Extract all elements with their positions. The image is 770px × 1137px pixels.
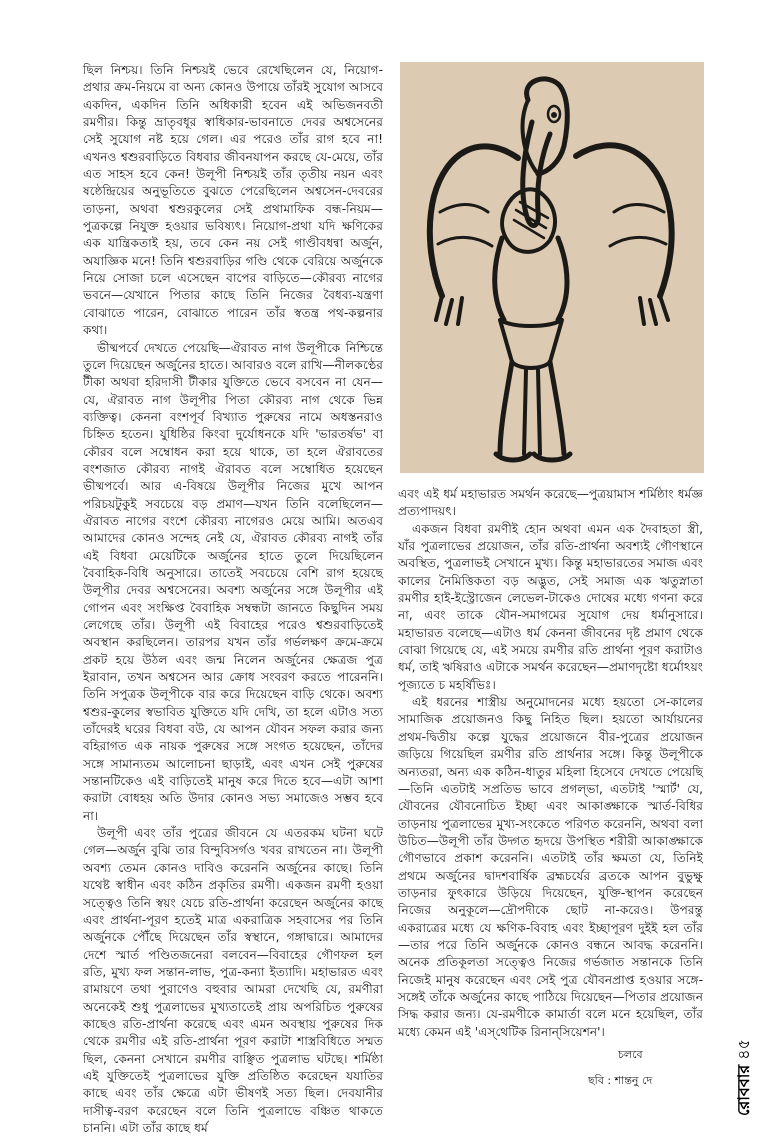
right-article-column [398,486,703,1041]
article-paragraph: উলূপী এবং তাঁর পুত্রের জীবনে যে এতরকম ঘটনা ঘটে গেল—অর্জুন বুঝি তার বিন্দুবিসর্গও খবর রাখতেন না। উলূপী অবশ্য তেমন কোনও দাবিও করেননি অর্জুনের কাছে। তিনি যথেষ্ট স্বাধীন এবং কঠিন প্রকৃতির রমণী। একজন রমণী হওয়া সত্ত্বেও তিনি স্বয়ং যেচে রতি-প্রার্থনা করেছেন অর্জুনের কাছে এবং প্রার্থনা-পূরণ হতেই মাত্র একরাত্রিক সহবাসের পর তিনি অর্জুনকে পৌঁছে দিয়েছেন তাঁর স্বস্থানে, গঙ্গাদ্বারে। আমাদের দেশে স্মার্ত পণ্ডিতজনেরা বলবেন—বিবাহের গৌণফল হল রতি, মুখ্য ফল সন্তান-লাভ, পুত্র-কন্যা ইত্যাদি। মহাভারত এবং রামায়ণে তথা পুরাণেও বহুবার আমরা দেখেছি যে, রমণীরা অনেকেই শুধু পুত্রলাভের মুখ্যতাতেই প্রায় অপরিচিত পুরুষের কাছেও রতি-প্রার্থনা করেছে এবং এমন অবস্থায় পুরুষের দিক থেকে রমণীর এই রতি-প্রার্থনা পূরণ করাটা শাস্ত্রবিধিতে সম্মত ছিল, কেননা সেখানে রমণীর বাঞ্ছিত পুত্রলাভ ঘটছে। শর্মিষ্ঠা এই যুক্তিতেই পুত্রলাভের যুক্তি প্রতিষ্ঠিত করেছেন যযাতির কাছে এবং তাঁর ক্ষেত্রে এটা ভীষণই সত্য ছিল। দেবযানীর দাসীত্ব-বরণ করেছেন বলে তিনি পুত্রলাভে বঞ্চিত থাকতে চাননি। এটা তাঁর কাছে ধর্ম [83,826,383,1135]
magazine-brand: রোববার [734,1064,753,1116]
folio-text [727,1030,761,1116]
article-paragraph: এবং এই ধর্ম মহাভারত সমর্থন করেছে—পুত্রয়ামাস শর্মিষ্ঠাং ধর্মজ্ঞ প্রত্যপাদয়ৎ। [398,487,703,519]
page-number: ৪৫ [734,1038,753,1060]
article-paragraph: একজন বিধবা রমণীই হোন অথবা এমন এক দৈবাহতা স্ত্রী, যাঁর পুত্রলাভের প্রয়োজন, তাঁর রতি-প্রার্থনা অবশ্যই গৌণস্থানে অবস্থিত, পুত্রলাভই সেখানে মুখ্য। কিন্তু মহাভারতের সমাজ এবং কালের নৈমিত্তিকতা বড় অদ্ভুত, সেই সমাজ এক ঋতুস্নাতা রমণীর হাই-ইস্ট্রোজেন লেভেল-টাকেও দোষের মধ্যে গণনা করে না, এবং তাকে যৌন-সমাগমের সুযোগ দেয় ধর্মানুসারে। মহাভারত বলেছে—এটাও ধর্ম কেননা জীবনের দৃষ্ট প্রমাণ থেকে বোঝা গিয়েছে যে, এই সময়ে রমণীর রতি প্রার্থনা পূরণ করাটাও ধর্ম, তাই ঋষিরাও এটাকে সমর্থন করেছেন—প্রমাণদৃষ্টো ধর্মোঽয়ং পূজ্যতে চ মহর্ষিভিঃ। [398,521,703,692]
magazine-folio [727,1030,761,1116]
illustration-credit: ছবি : শান্তনু দে [588,1074,653,1087]
illustration-winged-bird-figure [400,62,704,473]
continued-note: চলবে [618,1048,643,1061]
article-paragraph: ছিল নিশ্চয়। তিনি নিশ্চয়ই ভেবে রেখেছিলেন যে, নিয়োগ-প্রথার ক্রম-নিয়মে বা অন্য কোনও উপায়ে তাঁরই সুযোগ আসবে একদিন, একদিন তিনি অধিকারী হবেন এই অভিজনবতী রমণীর। কিন্তু ভ্রাতৃবধূর স্বাধিকার-ভাবনাতে দেবর অশ্বসেনের সেই সুযোগ নষ্ট হয়ে গেল। এর পরেও তাঁর রাগ হবে না! এখনও শ্বশুরবাড়িতে বিধবার জীবনযাপন করছে যে-মেয়ে, তাঁর এত সাহস হবে কেন! উলূপী নিশ্চয়ই তাঁর তৃতীয় নয়ন এবং ষষ্ঠেন্দ্রিয়ের অনুভূতিতে বুঝতে পেরেছিলেন অশ্বসেন-দেবরের তাড়না, অথবা শ্বশুরকুলের সেই প্রথামাফিক বন্ধ-নিয়ম—পুত্রকল্পে নিযুক্ত হওয়ার ভবিষ্যৎ। নিয়োগ-প্রথা যদি ক্ষণিকের এক যান্ত্রিকতাই হয়, তবে কেন নয় সেই গাণ্ডীবধন্বা অর্জুন, অযাজ্ঞিক মনে! তিনি শ্বশুরবাড়ির গণ্ডি থেকে বেরিয়ে অর্জুনকে নিয়ে সোজা চলে এসেছেন বাপের বাড়িতে—কৌরব্য নাগের ভবনে—যেখানে পিতার কাছে তিনি নিজের বৈধব্য-যন্ত্রণা বোঝাতে পারেন, বোঝাতে পারেন তাঁর স্বতন্ত্র পথ-কল্পনার কথা। [83,63,383,338]
article-paragraph: এই ধরনের শাস্ত্রীয় অনুমোদনের মধ্যে হয়তো সে-কালের সামাজিক প্রয়োজনও কিছু নিহিত ছিল। হয়তো আর্যায়নের প্রথম-দ্বিতীয় কল্পে যুদ্ধের প্রয়োজনে বীর-পুত্রের প্রয়োজন জড়িয়ে গিয়েছিল রমণীর রতি প্রার্থনার সঙ্গে। কিন্তু উলূপীকে অন্যতরা, অন্য এক কঠিন-ধাতুর মহিলা হিসেবে দেখতে পেয়েছি—তিনি এতটাই সপ্রতিভ ভাবে প্রগল্‌ভা, এতটাই 'স্মার্ট' যে, যৌবনের যৌবনোচিত ইচ্ছা এবং আকাঙ্ক্ষাকে স্মার্ত-বিধির তাড়নায় পুত্রলাভের মুখ্য-সংকেতে পরিণত করেননি, অথবা বলা উচিত—উলূপী তাঁর উদ্গত হৃদয়ে উপস্থিত শরীরী আকাঙ্ক্ষাকে গৌণভাবে প্রকাশ করেননি। এতটাই তাঁর ক্ষমতা যে, তিনিই প্রথমে অর্জুনের দ্বাদশবার্ষিক ব্রহ্মচর্যের ব্রতকে আপন বুভুক্ষু তাড়নার ফুৎকারে উড়িয়ে দিয়েছেন, যুক্তি-স্থাপন করেছেন নিজের অনুকূলে—দ্রৌপদীকে ছোট না-করেও। উপরন্তু একরাত্রের মধ্যে যে ক্ষণিক-বিবাহ এবং ইচ্ছাপূরণ দুইই হল তাঁর—তার পরে তিনি অর্জুনকে কোনও বন্ধনে আবদ্ধ করেননি। অনেক প্রতিকূলতা সত্ত্বেও নিজের গর্ভজাত সন্তানকে তিনি নিজেই মানুষ করেছেন এবং সেই পুত্র যৌবনপ্রাপ্ত হওয়ার সঙ্গে-সঙ্গেই তাঁকে অর্জুনের কাছে পাঠিয়ে দিয়েছেন—পিতার প্রয়োজন সিদ্ধ করার জন্য। যে-রমণীকে কামার্তা বলে মনে হয়েছিল, তাঁর মধ্যে কেমন এই 'এস্‌থেটিক রিনান্‌সিয়েশন'। [398,695,703,1039]
ink-drawing [400,62,704,473]
article-paragraph: ভীষ্মপর্বে দেখতে পেয়েছি—ঐরাবত নাগ উলূপীকে নিশ্চিন্তে তুলে দিয়েছেন অর্জুনের হাতে। আবারও বলে রাখি—নীলকণ্ঠের টীকা অথবা হরিদাসী টীকার যুক্তিতে ভেবে বসবেন না যেন—যে, ঐরাবত নাগ উলূপীর পিতা কৌরব্য নাগ থেকে ভিন্ন ব্যক্তিত্ব। কেননা বংশপূর্ব বিখ্যাত পুরুষের নামে অধস্তনরাও চিহ্নিত হতেন। যুধিষ্ঠির কিংবা দুর্যোধনকে যদি 'ভারতর্ষভ' বা কৌরব বলে সম্বোধন করা হয়ে থাকে, তা হলে ঐরাবতের বংশজাত কৌরব্য নাগই ঐরাবত বলে সম্বোধিত হয়েছেন ভীষ্মপর্বে। আর এ-বিষয়ে উলূপীর নিজের মুখে আপন পরিচয়টুকুই সবচেয়ে বড় প্রমাণ—যখন তিনি বলেছিলেন—ঐরাবত নাগের বংশে কৌরব্য নাগেরও মেয়ে আমি। অতএব আমাদের কোনও সন্দেহ নেই যে, ঐরাবত কৌরব্য নাগই তাঁর এই বিধবা মেয়েটিকে অর্জুনের হাতে তুলে দিয়েছিলেন বৈবাহিক-বিধি অনুসারে। তাতেই সবচেয়ে বেশি রাগ হয়েছে উলূপীর দেবর অশ্বসেনের। অবশ্য অর্জুনের সঙ্গে উলূপীর এই গোপন এবং সংক্ষিপ্ত বৈবাহিক সম্বন্ধটা জানতে কিছুদিন সময় লেগেছে তাঁর। উলূপী এই বিবাহের পরেও শ্বশুরবাড়িতেই অবস্থান করছিলেন। তারপর যখন তাঁর গর্ভলক্ষণ ক্রমে-ক্রমে প্রকট হয়ে উঠল এবং জন্ম নিলেন অর্জুনের ক্ষেত্রজ পুত্র ইরাবান, তখন অশ্বসেন আর ক্রোধ সংবরণ করতে পারেননি। তিনি সপুত্রক উলূপীকে বার করে দিয়েছেন বাড়ি থেকে। অবশ্য শ্বশুর-কুলের স্বভাবিত যুক্তিতে যদি দেখি, তা হলে এটাও সত্য তাঁদেরই ঘরের বিধবা বউ, যে আপন যৌবন সফল করার জন্য বহিরাগত এক নায়ক পুরুষের সঙ্গে সংগত হয়েছেন, তাঁদের সঙ্গে সামান্যতম আলোচনা ছাড়াই, এবং এখন সেই পুরুষের সন্তানটিকেও এই বাড়িতেই মানুষ করে দিতে হবে—এটা আশা করাটা বোধহয় অতি উদার কোনও সভ্য সমাজেও সম্ভব হবে না। [83,340,383,823]
left-article-column [83,62,383,1137]
